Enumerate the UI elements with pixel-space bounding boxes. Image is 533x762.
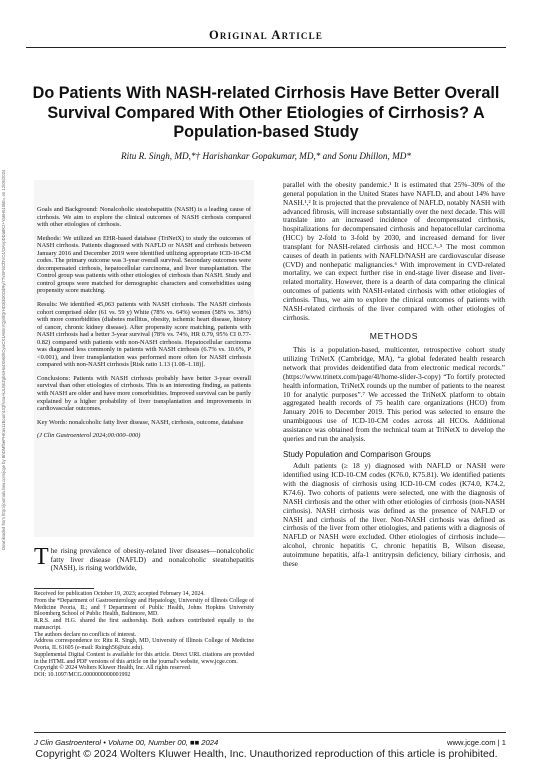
footnotes <box>34 591 254 679</box>
drop-cap: T <box>34 544 49 570</box>
abstract-citation: (J Clin Gastroenterol 2024;00:000–000) <box>37 432 141 440</box>
download-watermark: Downloaded from http://journals.lww.com/jcge by BhDMf5ePHKav1zEoum1tQfN4a+kJLhEZgbsIHo4XMi0hCywCX1AWnYQp/IlQrHD3i3D0OdRyi7TvSFl4Cf3VC4/OAVpDDa8K2+Ya6H515kE= on 12/05/2024 <box>1 169 6 550</box>
footer-rule <box>34 732 506 733</box>
page-footer <box>34 732 506 747</box>
abstract-conclusions: Conclusions: Patients with NASH cirrhosis probably have better 3-year overall survival than other etiologies of cirrhosis. This is an interesting finding, as patients with NASH are older and have more comorbidities. Improved survival can be partly explained by a higher probability of liver transplantation and improvements in cardiovascular outcomes. <box>37 374 252 413</box>
abstract-results: Results: We identified 45,063 patients with NASH cirrhosis. The NASH cirrhosis cohort comprised older (61 vs. 59 y) White (78% vs. 64%) women (58% vs. 38%) with more comorbidities (diabetes mellitus, obesity, ischemic heart disease, history of cancer, chronic kidney disease). After propensity score matching, patients with NASH cirrhosis had a better 3-year survival (78% vs. 74%, HR 0.79, 95% CI 0.77-0.82) compared with patients with non-NASH cirrhosis. Hepatocellular carcinoma was diagnosed less commonly in patients with NASH cirrhosis (6.7% vs. 10.6%, P <0.001), and liver transplantation was performed more often for NASH cirrhosis compared with non-NASH cirrhosis [Risk ratio 1.13 (1.08–1.18)]. <box>37 301 251 369</box>
footnote-item: From the *Department of Gastroenterology and Hepatology, University of Illinois College of Medicine Peoria, IL; and †Department of Public Health, Johns Hopkins University Bloomberg School of Public Health, Baltimore, MD. <box>34 597 254 618</box>
journal-info: J Clin Gastroenterol • Volume 00, Number 00, ■■ 2024 <box>34 738 219 747</box>
footnote-item: Received for publication October 19, 2023; accepted February 14, 2024. <box>34 591 205 597</box>
section-label: Original Article <box>208 28 324 42</box>
intro-paragraph <box>34 544 254 573</box>
abstract-goals: Goals and Background: Nonalcoholic steatohepatitis (NASH) is a leading cause of cirrhosis. We aim to explore the clinical outcomes of NASH cirrhosis compared with other etiologies of cirrhosis. <box>37 206 252 229</box>
subsection-heading: Study Population and Comparison Groups <box>283 449 431 459</box>
footnote-rule <box>34 588 94 589</box>
footnote-item: Copyright © 2024 Wolters Kluwer Health, Inc. All rights reserved. <box>34 665 192 672</box>
footnote-item: Supplemental Digital Content is available for this article. Direct URL citations are provided in the HTML and PDF versions of this article on the journal's website, www.jcge.com. <box>34 651 254 665</box>
footnote-item: Address correspondence to: Ritu R. Singh, MD, University of Illinois College of Medicine Peoria, IL 61605 (e-mail: Rsingh56@uic.edu). <box>34 638 254 651</box>
right-column <box>283 181 505 569</box>
methods-paragraph: This is a population-based, multicenter, retrospective cohort study utilizing TriNetX (Cambridge, MA), “a global federated health research network that provides deidentified data from electronic medical records.” (https://www.trinetx.com/page/4l/home-slider-3-copy) “To fortify protected health information, TriNetX rounds up the number of patients to the nearest 10 for analytic purposes”.⁷ We accessed the TriNetX platform to obtain aggregated health records of 75 health care organizations (HCO) from January 2016 to December 2019. This period was selected to ensure the unambiguous use of ICD-10-CM codes across all HCOs. Additional assistance was obtained from the technical team at TriNetX to develop the queries and run the analysis. <box>283 346 505 443</box>
methods-heading: METHODS <box>369 330 419 341</box>
abstract-box <box>34 180 254 537</box>
footnote-item: DOI: 10.1097/MCG.0000000000001992 <box>34 672 131 678</box>
header-rule <box>26 47 506 48</box>
abstract-methods: Methods: We utilized an EHR-based database (TriNetX) to study the outcomes of NASH cirrhosis. Patients diagnosed with NAFLD or NASH and cirrhosis between January 2016 and December 2019 were identified utilizing appropriate ICD-10-CM codes. The primary outcome was 3-year overall survival. Secondary outcomes were decompensated cirrhosis, hepatocellular carcinoma, and liver transplantation. The Control group was patients with other etiologies of cirrhosis than NASH. Study and control groups were matched for demographic characters and comorbidities using propensity score matching. <box>37 234 251 295</box>
section-header <box>26 28 506 48</box>
copyright-notice: Copyright © 2024 Wolters Kluwer Health, Inc. Unauthorized reproduction of this article is prohibited. <box>35 748 498 760</box>
footnote-item: R.R.S. and H.G. shared the first authorship. Both authors contributed equally to the manuscript. <box>34 618 254 631</box>
study-population-paragraph: Adult patients (≥ 18 y) diagnosed with NAFLD or NASH were identified using ICD-10-CM codes (K76.0, K75.81). We identified patients with the diagnosis of cirrhosis using ICD-10-CM codes (K74.0, K74.2, K74.6). Two cohorts of patients were selected, one with the diagnosis of NASH cirrhosis and the other with other etiologies of cirrhosis (non-NASH cirrhosis). NASH cirrhosis was defined as the presence of NAFLD or NASH and cirrhosis of the liver. Non-NASH cirrhosis was defined as cirrhosis of the liver from other etiologies, and patients with a diagnosis of NAFLD or NASH were excluded. Other etiologies of cirrhosis include—alcohol, chronic hepatitis C, chronic hepatitis B, Wilson disease, autoimmune hepatitis, alfa-1 antitrypsin deficiency, biliary cirrhosis, and these <box>283 462 505 568</box>
abstract-keywords: Key Words: nonalcoholic fatty liver disease, NASH, cirrhosis, outcome, database <box>37 418 244 426</box>
intro-text: he rising prevalence of obesity-related liver diseases—nonalcoholic fatty liver disease (NAFLD) and nonalcoholic steatohepatitis (NASH), is rising worldwide, <box>50 547 254 573</box>
intro-continued: parallel with the obesity pandemic.¹ It is estimated that 25%–30% of the general population in the United States have NAFLD, and about 14% have NASH.¹,² It is projected that the prevalence of NAFLD, notably NASH with advanced fibrosis, will increase substantially over the next decade. This will translate into an increased incidence of decompensated cirrhosis, hospitalizations for decompensated cirrhosis and hepatocellular carcinoma (HCC) by 2-fold to 3-fold by 2030, and increased demand for liver transplant for NASH-related cirrhosis and HCC.³–⁵ The most common causes of death in patients with NAFLD/NASH are cardiovascular disease (CVD) and nonhepatic malignancies.⁶ With improvement in CVD-related mortality, we can expect further rise in end-stage liver disease and liver-related mortality. However, there is a dearth of data comparing the clinical outcomes of patients with NASH-related cirrhosis with other etiologies of cirrhosis. Thus, we aim to explore the clinical outcomes of patients with NASH-related cirrhosis of the liver compared with other etiologies of cirrhosis. <box>283 181 505 322</box>
article-title: Do Patients With NASH-related Cirrhosis Have Better Overall Survival Compared With Other Etiologies of Cirrhosis? A Population-based Study <box>32 84 500 141</box>
author-list: Ritu R. Singh, MD,*† Harishankar Gopakumar, MD,* and Sonu Dhillon, MD* <box>121 151 411 161</box>
footnote-item: The authors declare no conflicts of interest. <box>34 631 137 638</box>
journal-site: www.jcge.com | 1 <box>447 738 506 747</box>
